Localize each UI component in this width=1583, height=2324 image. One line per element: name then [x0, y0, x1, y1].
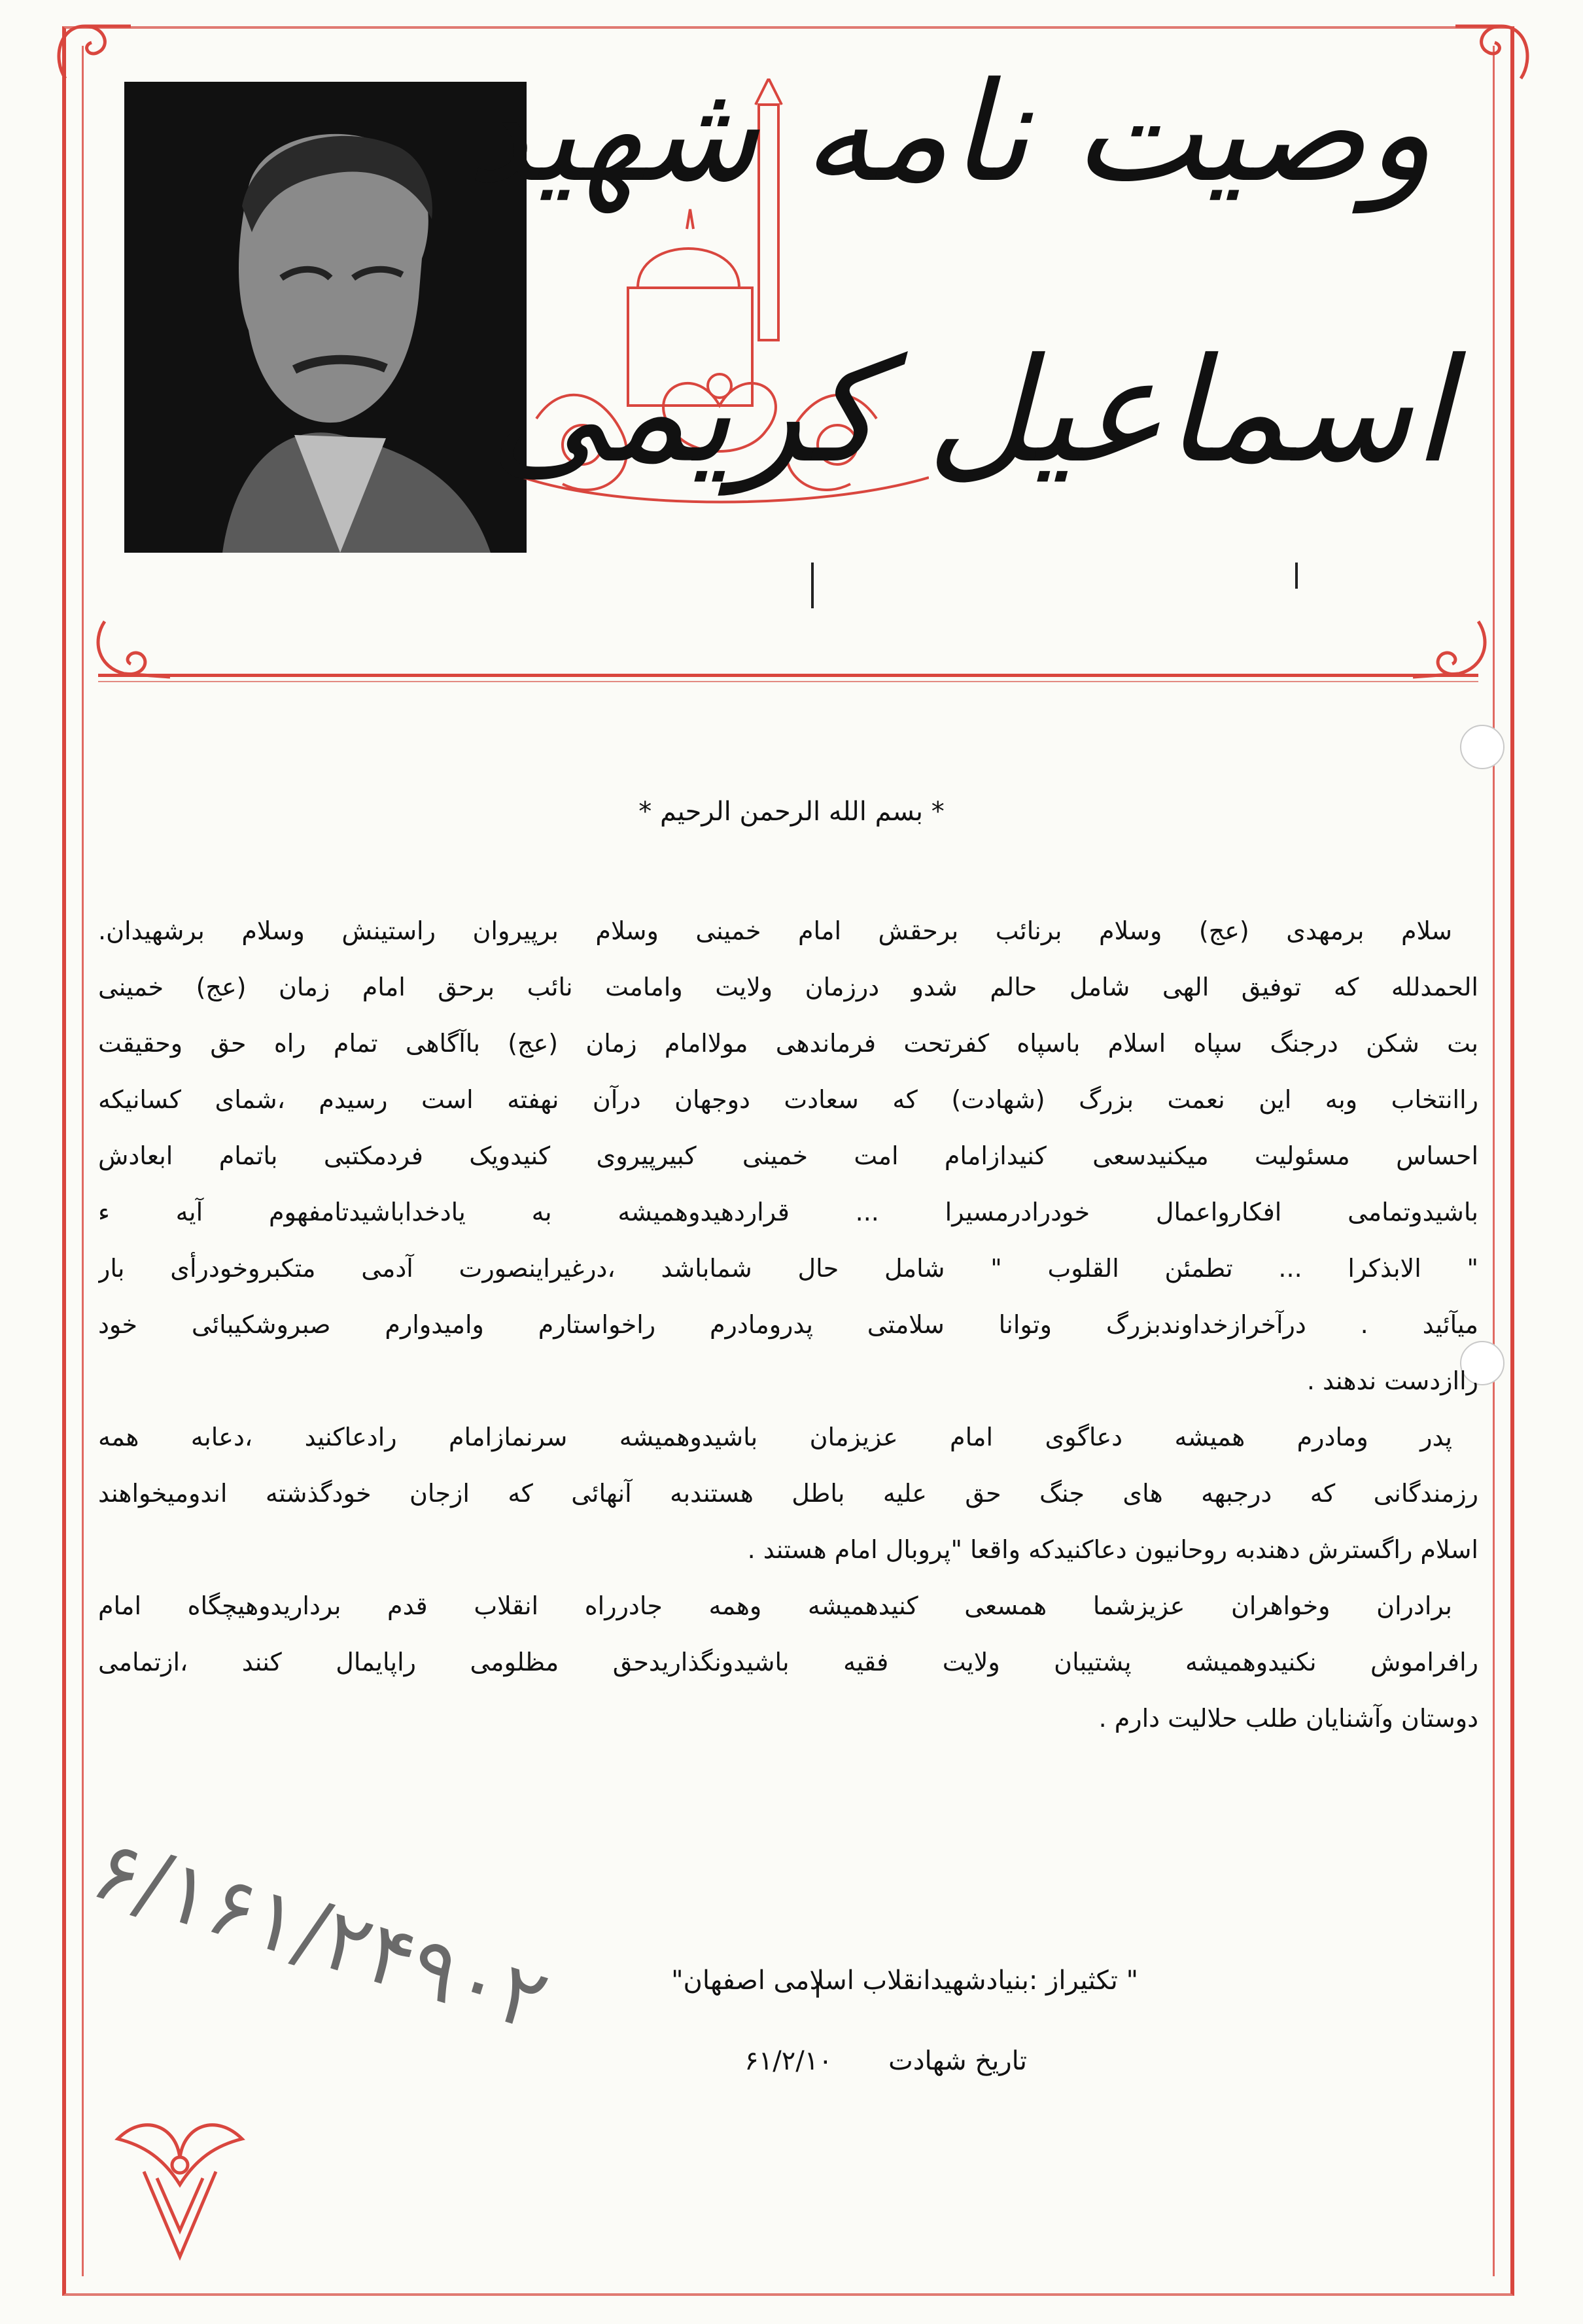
corner-ornament-top-right	[1449, 13, 1540, 92]
text-line: اسلام راگسترش دهندبه روحانیون دعاکنیدکه واقعا "پروبال امام هستند .	[747, 1535, 1478, 1564]
text-line: رافراموش نکنیدوهمیشه پشتیبان ولایت فقیه باشیدونگذاریدحق مظلومی راپایمال کنند ،ازتمامی	[98, 1648, 1478, 1676]
source-attribution: " تکثیراز :بنیادشهیدانقلاب اسلامی اصفهان"	[671, 1966, 1138, 1996]
text-line: رزمندگانی که درجبهه های جنگ حق علیه باطل هستندبه آنهائی که ازجان خودگذشته اندومیخواهند	[98, 1479, 1478, 1508]
title-testament-of-martyr: وصیت نامه شهید	[466, 52, 1433, 213]
martyr-foundation-logo	[105, 2100, 255, 2270]
text-line: راانتخاب وبه این نعمت بزرگ (شهادت) که سعادت دوجهان درآن نهفته است رسیدم ،شمای کسانیکه	[98, 1085, 1478, 1114]
text-line: بت شکن درجنگ سپاه اسلام باسپاه کفرتحت فرماندهی مولاامام زمان (عج) باآگاهی تمام راه حق وحقیقت	[98, 1029, 1478, 1058]
text-line: راازدست ندهند .	[1306, 1366, 1478, 1395]
text-line: سلام برمهدی (عج) وسلام برنائب برحقش امام خمینی وسلام برپیروان راستینش وسلام برشهیدان.	[98, 916, 1452, 945]
martyrdom-date-row	[744, 2046, 1027, 2076]
martyrdom-date-label: تاریخ شهادت	[888, 2046, 1027, 2076]
text-line: باشیدوتمامی افکارواعمال خودرادرمسیرا ... قراردهیدوهمیشه به یادخداباشیدتامفهوم آیه ء	[98, 1198, 1478, 1226]
text-line: الحمدلله که توفیق الهی شامل حالم شدو درزمان ولایت وامامت نائب برحق امام زمان (عج) خمینی	[98, 973, 1478, 1001]
punch-hole	[1460, 725, 1505, 769]
text-line: احساس مسئولیت میکنیدسعی کنیدازامام امت خمینی کبیرپیروی کنیدویک فردمکتبی باتمام ابعادش	[98, 1141, 1478, 1170]
text-line: میآئید . درآخرازخداوندبزرگ وتوانا سلامتی پدرومادرم راخواستارم وامیدوارم صبروشکیبائی خود	[98, 1310, 1478, 1339]
text-line: دوستان وآشنایان طلب حلالیت دارم .	[1098, 1704, 1478, 1733]
header-divider	[98, 674, 1478, 682]
martyrdom-date-value: ۶۱/۲/۱۰	[744, 2046, 833, 2076]
stray-mark	[1295, 563, 1298, 589]
corner-ornament-top-left	[46, 13, 137, 92]
bismillah-heading: * بسم الله الرحمن الرحیم *	[638, 797, 945, 827]
stray-mark	[811, 563, 814, 608]
title-martyr-name: اسماعیل کریمی	[489, 327, 1452, 494]
text-line: برادران وخواهران عزیزشما همسعی کنیدهمیشه وهمه جادرراه انقلاب قدم برداریدوهیچگاه امام	[98, 1591, 1452, 1620]
testament-text	[98, 903, 1478, 1746]
text-line: پدر ومادرم همیشه دعاگوی امام عزیزمان باشیدوهمیشه سرنمازامام رادعاکنید ،دعابه همه	[98, 1423, 1452, 1451]
text-line: " الابذکرا ... تطمئن القلوب " شامل حال شماباشد ،درغیراینصورت آدمی متکبروخودرأی بار	[98, 1254, 1478, 1283]
handwritten-archive-number: ۶/۱۶۱/۲۴۹۰۲	[82, 1818, 559, 2051]
